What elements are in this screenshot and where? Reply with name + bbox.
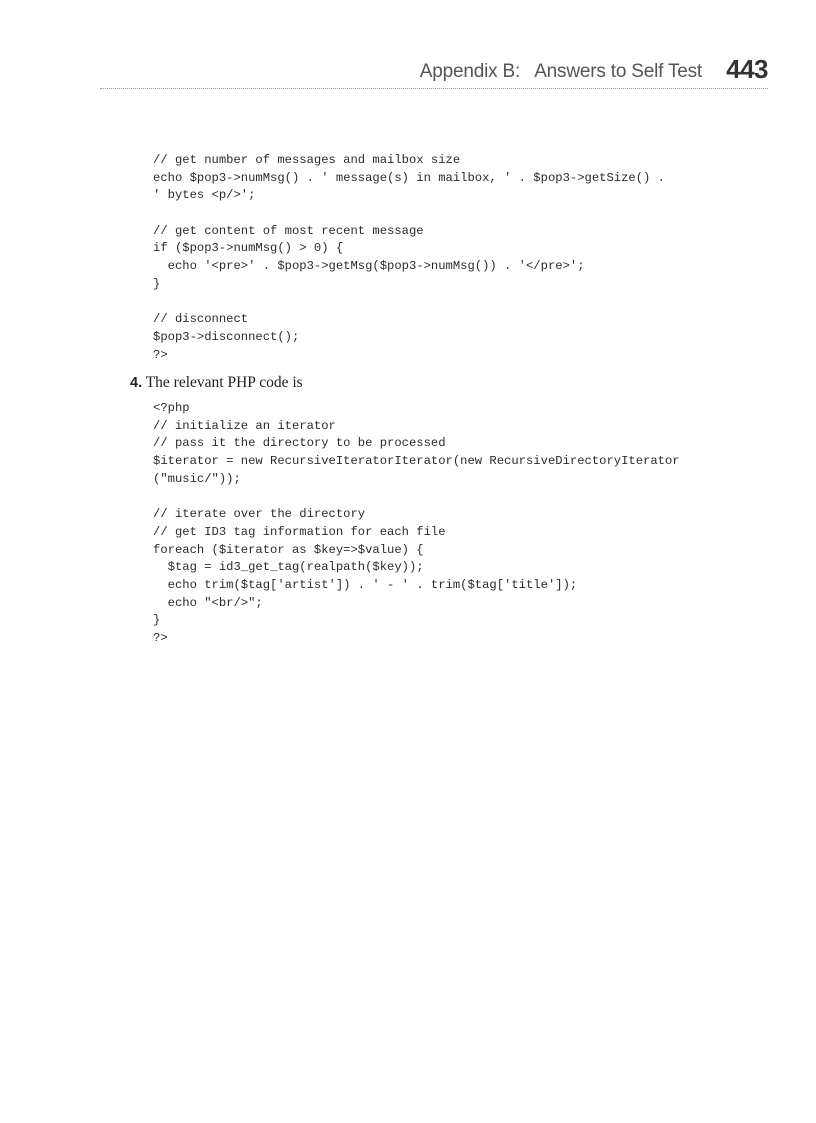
running-title: Appendix B: Answers to Self Test: [419, 61, 702, 82]
code-line: echo '<pre>' . $pop3->getMsg($pop3->numMsg()) . '</pre>';: [153, 259, 585, 274]
code-line: ' bytes <p/>';: [153, 188, 256, 203]
code-line: [153, 488, 680, 506]
code-line: ?>: [153, 630, 168, 645]
code-block: [153, 152, 665, 364]
code-line: $pop3->disconnect();: [153, 329, 300, 344]
code-line: // get number of messages and mailbox size: [153, 153, 461, 167]
code-line: // disconnect: [153, 312, 249, 327]
page-header: [100, 52, 768, 89]
code-line: // initialize an iterator: [153, 418, 336, 433]
code-line: if ($pop3->numMsg() > 0) {: [153, 241, 344, 256]
code-line: ?>: [153, 347, 168, 362]
code-line: // iterate over the directory: [153, 507, 366, 522]
item-text: The relevant PHP code is: [145, 374, 303, 391]
code-line: echo $pop3->numMsg() . ' message(s) in mailbox, ' . $pop3->getSize() .: [153, 170, 665, 185]
code-line: <?php: [153, 401, 190, 415]
answer-item-4: [130, 374, 303, 392]
page-number: 443: [726, 54, 768, 84]
code-line: echo "<br/>";: [153, 595, 263, 610]
code-line: }: [153, 613, 161, 628]
code-block: [153, 400, 680, 648]
code-line: [153, 294, 665, 312]
code-line: // get content of most recent message: [153, 223, 424, 238]
code-line: foreach ($iterator as $key=>$value) {: [153, 542, 424, 557]
code-line: [153, 205, 665, 223]
code-line: // get ID3 tag information for each file: [153, 524, 446, 539]
item-number: 4.: [130, 375, 143, 391]
code-line: ("music/"));: [153, 471, 241, 486]
code-line: $tag = id3_get_tag(realpath($key));: [153, 560, 424, 575]
code-line: echo trim($tag['artist']) . ' - ' . trim($tag['title']);: [153, 577, 578, 592]
code-line: $iterator = new RecursiveIteratorIterator(new RecursiveDirectoryIterator: [153, 454, 680, 469]
code-line: // pass it the directory to be processed: [153, 436, 446, 451]
code-line: }: [153, 276, 161, 291]
